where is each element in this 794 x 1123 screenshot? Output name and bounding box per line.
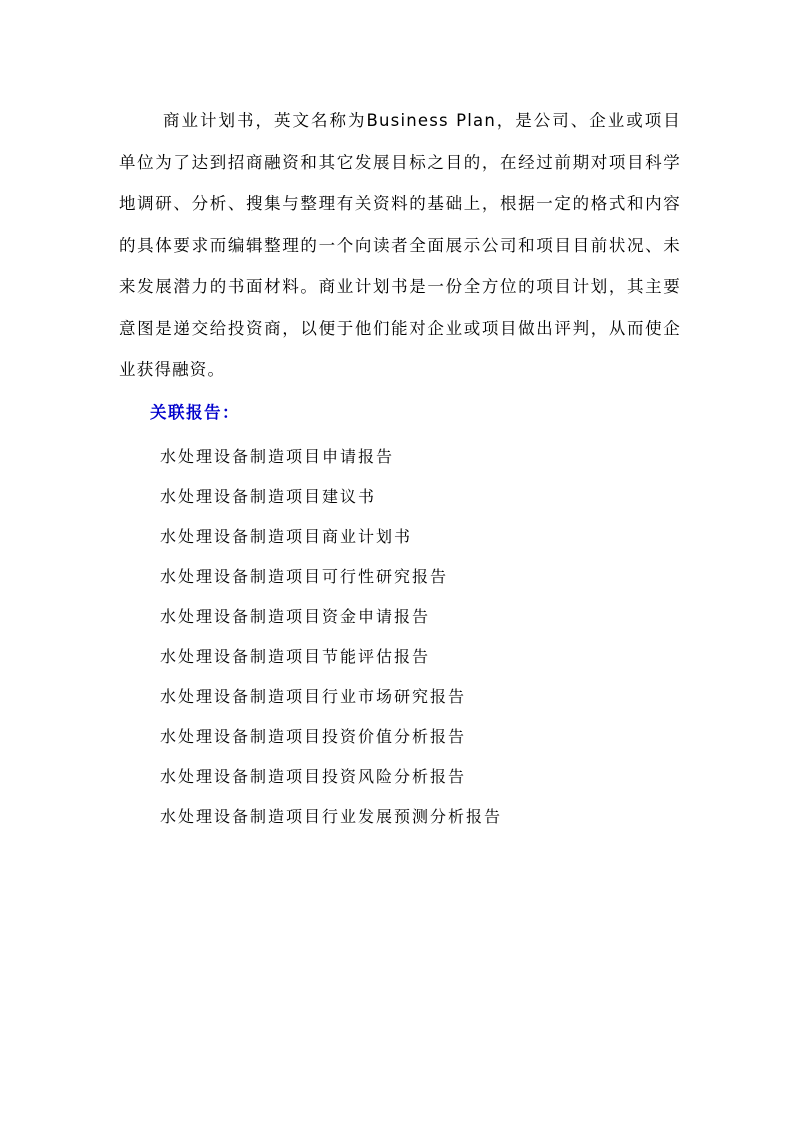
related-report-item[interactable]: 水处理设备制造项目投资风险分析报告 [160, 767, 467, 786]
related-reports-list [160, 437, 502, 837]
related-reports-heading: 关联报告： [150, 403, 240, 422]
related-report-item[interactable]: 水处理设备制造项目商业计划书 [160, 527, 413, 546]
related-report-item[interactable]: 水处理设备制造项目行业市场研究报告 [160, 687, 467, 706]
related-report-item[interactable]: 水处理设备制造项目可行性研究报告 [160, 567, 449, 586]
related-report-item[interactable]: 水处理设备制造项目资金申请报告 [160, 607, 431, 626]
related-report-item[interactable]: 水处理设备制造项目节能评估报告 [160, 647, 431, 666]
related-report-item[interactable]: 水处理设备制造项目建议书 [160, 487, 377, 506]
related-report-item[interactable]: 水处理设备制造项目申请报告 [160, 447, 395, 466]
related-report-item[interactable]: 水处理设备制造项目行业发展预测分析报告 [160, 807, 503, 826]
intro-paragraph: 商业计划书，英文名称为Business Plan，是公司、企业或项目单位为了达到招商融资和其它发展目标之目的，在经过前期对项目科学地调研、分析、搜集与整理有关资料的基础上，根据一定的格式和内容的具体要求而编辑整理的一个向读者全面展示公司和项目目前状况、未来发展潜力的书面材料。商业计划书是一份全方位的项目计划，其主要意图是递交给投资商，以便于他们能对企业或项目做出评判，从而使企业获得融资。 [119, 111, 681, 379]
related-report-item[interactable]: 水处理设备制造项目投资价值分析报告 [160, 727, 467, 746]
